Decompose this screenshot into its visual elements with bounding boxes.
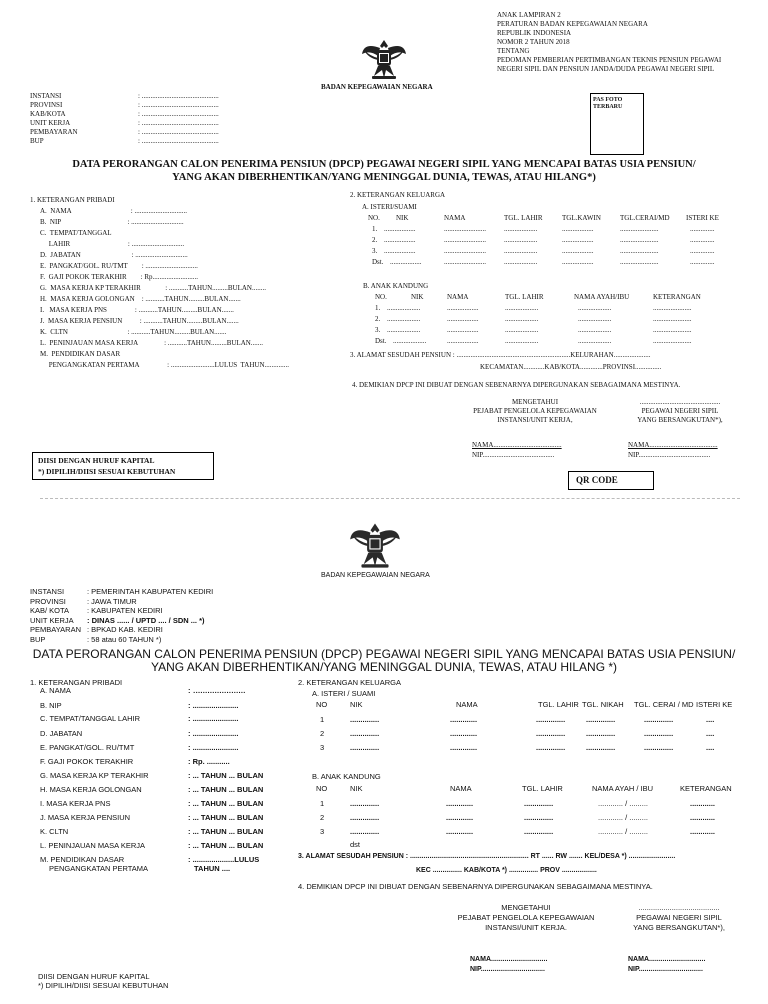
table-cell[interactable]: .............. xyxy=(586,743,616,752)
spouse-table xyxy=(300,700,740,756)
field-label: UNIT KERJA xyxy=(30,615,74,625)
personal-line: 1. KETERANGAN PRIBADI xyxy=(30,196,115,204)
table-cell[interactable]: .............. xyxy=(644,715,674,724)
col-header: TGL. LAHIR xyxy=(522,784,563,793)
field-value[interactable]: : BPKAD KAB. KEDIRI xyxy=(87,625,163,634)
field-value[interactable]: : ............................................ xyxy=(138,110,219,118)
personal-value[interactable]: : ....................LULUS xyxy=(188,855,260,864)
table-cell[interactable]: ................... xyxy=(578,304,612,312)
table-cell[interactable]: .............. xyxy=(644,743,674,752)
table-cell[interactable]: ............ / ......... xyxy=(598,827,649,836)
note-text xyxy=(33,453,213,479)
signer-name[interactable]: NAMA............................. xyxy=(628,956,706,963)
table-cell[interactable]: .............. xyxy=(536,743,566,752)
personal-value[interactable]: : ...................... xyxy=(188,701,239,710)
table-cell[interactable]: ................... xyxy=(505,326,539,334)
col-header: ISTERI KE xyxy=(686,214,719,222)
table-cell[interactable]: .... xyxy=(706,729,715,738)
table-cell: 2. xyxy=(375,315,381,323)
table-cell: 3 xyxy=(320,743,325,752)
note xyxy=(38,972,168,990)
table-cell[interactable]: ................... xyxy=(504,247,538,255)
table-cell[interactable]: ...................... xyxy=(653,304,692,312)
table-cell[interactable]: .................. xyxy=(562,236,594,244)
garuda-emblem-icon xyxy=(360,36,408,82)
signature-line: ....................................... xyxy=(638,903,720,912)
col-header: NAMA xyxy=(447,293,469,301)
table-cell[interactable]: ................... xyxy=(578,337,612,345)
table-cell[interactable]: .............. xyxy=(586,729,616,738)
field-value[interactable]: : ............................................ xyxy=(138,119,219,127)
col-header: KETERANGAN xyxy=(653,293,701,301)
table-cell[interactable]: ...................... xyxy=(653,326,692,334)
table-cell[interactable]: .................. xyxy=(447,337,479,345)
personal-title: 1. KETERANGAN PRIBADI xyxy=(30,678,123,687)
table-cell[interactable]: .................. xyxy=(562,225,594,233)
signature-line: PEGAWAI NEGERI SIPIL xyxy=(641,407,719,415)
signature-right xyxy=(620,398,740,425)
col-header: NIK xyxy=(411,293,424,301)
field-value[interactable]: : JAWA TIMUR xyxy=(87,596,137,606)
personal-line: F. GAJI POKOK TERAKHIR : Rp.......................... xyxy=(40,273,198,281)
spouse-table xyxy=(368,214,738,270)
table-cell[interactable]: ...................... xyxy=(620,258,659,266)
personal-line: PENGANGKATAN PERTAMA : .........................LULUS TAHUN.............. xyxy=(40,361,289,369)
personal-line: A. NAMA : .............................. xyxy=(40,207,188,215)
table-cell[interactable]: ............. xyxy=(450,729,478,738)
personal-label: J. MASA KERJA PENSIUN xyxy=(40,813,131,822)
table-cell[interactable]: .................. xyxy=(447,315,479,323)
col-header: KETERANGAN xyxy=(680,784,732,793)
col-header: NIK xyxy=(396,214,409,222)
note-box xyxy=(32,452,214,480)
field-label: INSTANSI xyxy=(30,92,62,100)
personal-value[interactable]: : ... TAHUN ... BULAN xyxy=(188,827,264,836)
note-line: DIISI DENGAN HURUF KAPITAL xyxy=(38,456,155,465)
note-line: *) DIPILIH/DIISI SESUAI KEBUTUHAN xyxy=(38,981,169,990)
personal-label: K. CLTN xyxy=(40,827,69,836)
table-cell[interactable]: ........................ xyxy=(444,247,486,255)
table-cell: 3. xyxy=(375,326,381,334)
table-cell[interactable]: ...................... xyxy=(620,247,659,255)
table-cell[interactable]: ................... xyxy=(505,337,539,345)
col-header: NAMA AYAH / IBU xyxy=(592,784,653,793)
personal-line: C. TEMPAT/TANGGAL xyxy=(40,229,112,237)
personal-line: J. MASA KERJA PENSIUN : ...........TAHUN.........BULAN....... xyxy=(40,317,239,325)
col-header: TGL.CERAI/MD xyxy=(620,214,670,222)
personal-label: H. MASA KERJA GOLONGAN xyxy=(40,785,142,794)
personal-label: M. PENDIDIKAN DASAR xyxy=(40,855,125,864)
signer-nip[interactable]: NIP................................. xyxy=(628,966,703,973)
table-cell[interactable]: .............. xyxy=(350,715,380,724)
table-cell[interactable]: ...................... xyxy=(653,315,692,323)
col-header: NO. xyxy=(375,293,387,301)
header-fields xyxy=(30,92,270,146)
address-line[interactable]: KEC ............... KAB/KOTA *) ............... PROV .................. xyxy=(416,867,597,874)
title-line: DATA PERORANGAN CALON PENERIMA PENSIUN (DPCP) PEGAWAI NEGERI SIPIL YANG MENCAPAI BATAS USIA PENSIUN/ xyxy=(72,159,696,170)
signature-line: INSTANSI/UNIT KERJA, xyxy=(497,416,573,424)
table-cell[interactable]: ...................... xyxy=(653,337,692,345)
table-cell[interactable]: .............. xyxy=(350,813,380,822)
signer-name[interactable]: NAMA....................................... xyxy=(472,441,562,449)
signature-line: MENGETAHUI xyxy=(501,903,551,912)
table-cell[interactable]: ............ xyxy=(690,827,716,836)
agency-name: BADAN KEPEGAWAIAN NEGARA xyxy=(321,572,430,579)
table-cell[interactable]: ................... xyxy=(578,315,612,323)
photo-label: PAS FOTO TERBARU xyxy=(593,97,623,110)
field-value[interactable]: : ............................................ xyxy=(138,128,219,136)
family-title: 2. KETERANGAN KELUARGA xyxy=(298,678,401,687)
col-header: ISTERI KE xyxy=(696,700,733,709)
table-cell[interactable]: ............. xyxy=(450,715,478,724)
col-header: NIK xyxy=(350,784,363,793)
table-cell[interactable]: .............. xyxy=(644,729,674,738)
table-cell[interactable]: ............. xyxy=(446,813,474,822)
personal-value[interactable]: : ... TAHUN ... BULAN xyxy=(188,785,264,794)
table-cell[interactable]: .............. xyxy=(586,715,616,724)
appendix-line: PERATURAN BADAN KEPEGAWAIAN NEGARA xyxy=(497,20,648,28)
appendix-line: PEDOMAN PEMBERIAN PERTIMBANGAN TEKNIS PENSIUN PEGAWAI xyxy=(497,56,722,64)
table-cell: 3 xyxy=(320,827,325,836)
col-header: TGL. LAHIR xyxy=(505,293,544,301)
table-cell[interactable]: ...................... xyxy=(620,225,659,233)
signature-line: INSTANSI/UNIT KERJA. xyxy=(485,923,567,932)
personal-line: G. MASA KERJA KP TERAKHIR : ...........TAHUN.........BULAN........ xyxy=(40,284,266,292)
table-cell[interactable]: ........................ xyxy=(444,225,486,233)
appendix-line: NOMOR 2 TAHUN 2018 xyxy=(497,38,570,46)
field-value[interactable]: : ............................................ xyxy=(138,92,219,100)
col-header: NIK xyxy=(350,700,363,709)
appendix-line: TENTANG xyxy=(497,47,530,55)
form-title xyxy=(20,158,748,184)
personal-value[interactable]: : ...................... xyxy=(188,686,246,695)
title-line: DATA PERORANGAN CALON PENERIMA PENSIUN (DPCP) PEGAWAI NEGERI SIPIL YANG MENCAPAI BATAS USIA PENSIUN/ xyxy=(32,647,736,661)
signer-nip[interactable]: NIP......................................... xyxy=(628,451,711,459)
appendix-line: NEGERI SIPIL DAN PENSIUN JANDA/DUDA PEGAWAI NEGERI SIPIL xyxy=(497,65,715,73)
signature-line: PEJABAT PENGELOLA KEPEGAWAIAN xyxy=(473,407,597,415)
col-header: TGL. NIKAH xyxy=(582,700,624,709)
child-table xyxy=(300,784,740,854)
title-line: YANG AKAN DIBERHENTIKAN/YANG MENINGGAL DUNIA, TEWAS, ATAU HILANG*) xyxy=(172,172,596,183)
col-header: TGL. CERAI / MD xyxy=(634,700,694,709)
personal-line: H. MASA KERJA GOLONGAN : ...........TAHUN.........BULAN....... xyxy=(40,295,241,303)
personal-value[interactable]: : ...................... xyxy=(188,743,239,752)
field-label: PEMBAYARAN xyxy=(30,128,78,136)
table-cell[interactable]: .................. xyxy=(447,304,479,312)
signer-name[interactable]: NAMA....................................... xyxy=(628,441,718,449)
personal-value[interactable]: : ... TAHUN ... BULAN xyxy=(188,841,264,850)
table-cell: 2. xyxy=(372,236,378,244)
col-header: NAMA xyxy=(444,214,466,222)
personal-value[interactable]: : ...................... xyxy=(188,714,239,723)
table-cell[interactable]: ............ / ......... xyxy=(598,813,649,822)
table-cell[interactable]: ............ / ......... xyxy=(598,799,649,808)
table-cell[interactable]: .............. xyxy=(350,743,380,752)
table-cell[interactable]: .................. xyxy=(562,258,594,266)
table-cell[interactable]: .............. xyxy=(690,247,715,255)
table-cell[interactable]: ................... xyxy=(393,337,427,345)
personal-label: PENGANGKATAN PERTAMA xyxy=(49,864,149,873)
table-cell: 1 xyxy=(320,715,325,724)
photo-box[interactable] xyxy=(590,93,644,155)
personal-label: F. GAJI POKOK TERAKHIR xyxy=(40,757,134,766)
page-divider xyxy=(40,498,740,500)
table-cell[interactable]: ............. xyxy=(446,827,474,836)
table-cell[interactable]: ................... xyxy=(504,236,538,244)
signature-line: .............................................. xyxy=(639,398,721,406)
table-cell: Dst. xyxy=(372,258,384,266)
table-cell[interactable]: ........................ xyxy=(444,236,486,244)
personal-line: I. MASA KERJA PNS : ...........TAHUN.........BULAN....... xyxy=(40,306,234,314)
table-cell: 1. xyxy=(372,225,378,233)
child-title: B. ANAK KANDUNG xyxy=(363,282,429,290)
personal-line: LAHIR : .............................. xyxy=(40,240,185,248)
personal-value[interactable]: : Rp. ........... xyxy=(188,757,230,766)
qr-label: QR CODE xyxy=(576,475,618,485)
table-cell: 3. xyxy=(372,247,378,255)
signature-line: YANG BERSANGKUTAN*), xyxy=(633,923,725,932)
table-cell[interactable]: .............. xyxy=(690,236,715,244)
field-label: BUP xyxy=(30,137,44,145)
col-header: NAMA xyxy=(450,784,472,793)
note-line: *) DIPILIH/DIISI SESUAI KEBUTUHAN xyxy=(38,467,176,476)
signature-line: PEJABAT PENGELOLA KEPEGAWAIAN xyxy=(457,913,595,922)
appendix-line: ANAK LAMPIRAN 2 xyxy=(497,11,561,19)
field-label: INSTANSI xyxy=(30,587,65,596)
table-cell[interactable]: ........................ xyxy=(444,258,486,266)
qr-code-box xyxy=(568,471,654,490)
table-cell[interactable]: .............. xyxy=(350,729,380,738)
field-value[interactable]: : 58 atau 60 TAHUN *) xyxy=(87,634,162,644)
table-cell[interactable]: .............. xyxy=(690,258,715,266)
child-table xyxy=(375,293,735,349)
personal-value[interactable]: : ... TAHUN ... BULAN xyxy=(188,813,264,822)
table-cell[interactable]: ............. xyxy=(450,743,478,752)
table-cell[interactable]: ................... xyxy=(387,304,421,312)
personal-line: L. PENINJAUAN MASA KERJA : ...........TAHUN.........BULAN....... xyxy=(40,339,264,347)
field-label: KAB/ KOTA xyxy=(30,606,70,615)
table-cell[interactable]: .................. xyxy=(390,258,422,266)
signer-nip[interactable]: NIP................................. xyxy=(470,966,545,973)
personal-label: C. TEMPAT/TANGGAL LAHIR xyxy=(40,714,141,723)
address-line[interactable]: 3. ALAMAT SESUDAH PENSIUN : .................................................................KELURAHAN..................... xyxy=(350,351,651,359)
field-label: UNIT KERJA xyxy=(30,119,71,127)
table-cell: 1 xyxy=(320,799,325,808)
field-value[interactable]: : ............................................ xyxy=(138,101,219,109)
personal-line: D. JABATAN : .............................. xyxy=(40,251,188,259)
personal-label: E. PANGKAT/GOL. RU/TMT xyxy=(40,743,135,752)
spouse-title: A. ISTERI/SUAMI xyxy=(362,203,417,211)
table-cell[interactable]: ................... xyxy=(387,326,421,334)
signature-left xyxy=(440,398,630,425)
table-cell[interactable]: ................... xyxy=(505,315,539,323)
col-header: NO xyxy=(316,700,328,709)
personal-line: M. PENDIDIKAN DASAR xyxy=(40,350,121,358)
signer-name[interactable]: NAMA............................. xyxy=(470,956,548,963)
child-title: B. ANAK KANDUNG xyxy=(312,772,381,781)
personal-line: K. CLTN : ...........TAHUN.........BULAN....... xyxy=(40,328,227,336)
signature-line: YANG BERSANGKUTAN*), xyxy=(637,416,723,424)
table-cell[interactable]: .............. xyxy=(350,827,380,836)
table-cell[interactable]: .............. xyxy=(350,799,380,808)
field-label: PROVINSI xyxy=(30,101,63,109)
signer-nip[interactable]: NIP......................................... xyxy=(472,451,555,459)
personal-label: I. MASA KERJA PNS xyxy=(40,799,111,808)
table-cell[interactable]: .............. xyxy=(690,225,715,233)
col-header: TGL. LAHIR xyxy=(538,700,579,709)
table-cell[interactable]: ................... xyxy=(505,304,539,312)
table-cell[interactable]: .................. xyxy=(562,247,594,255)
field-value[interactable]: : DINAS ...... / UPTD .... / SDN ... *) xyxy=(87,615,205,625)
agency-name: BADAN KEPEGAWAIAN NEGARA xyxy=(321,83,433,91)
table-cell: 2 xyxy=(320,729,325,738)
table-cell: 2 xyxy=(320,813,325,822)
table-cell[interactable]: ............ xyxy=(690,799,716,808)
signature-left xyxy=(436,903,616,933)
table-cell: Dst. xyxy=(375,337,387,345)
title-line: YANG AKAN DIBERHENTIKAN/YANG MENINGGAL DUNIA, TEWAS, ATAU HILANG *) xyxy=(150,660,618,674)
col-header: TGL.KAWIN xyxy=(562,214,601,222)
table-cell[interactable]: ................... xyxy=(504,225,538,233)
personal-label: B. NIP xyxy=(40,701,62,710)
address-line[interactable]: 3. ALAMAT SESUDAH PENSIUN : ............................................................. RT ...... RW ....... KEL/DESA *) ........................ xyxy=(298,853,676,860)
table-cell[interactable]: ................... xyxy=(504,258,538,266)
table-cell: 1. xyxy=(375,304,381,312)
family-title: 2. KETERANGAN KELUARGA xyxy=(350,191,446,199)
appendix-line: REPUBLIK INDONESIA xyxy=(497,29,572,37)
field-label: KAB/KOTA xyxy=(30,110,66,118)
table-cell[interactable]: .................. xyxy=(384,225,416,233)
appendix-block xyxy=(497,11,721,74)
table-cell[interactable]: .............. xyxy=(536,729,566,738)
table-cell[interactable]: ............. xyxy=(446,799,474,808)
personal-value[interactable]: : ... TAHUN ... BULAN xyxy=(188,771,264,780)
field-value[interactable]: : KABUPATEN KEDIRI xyxy=(87,606,163,615)
declaration: 4. DEMIKIAN DPCP INI DIBUAT DENGAN SEBENARNYA DIPERGUNAKAN SEBAGAIMANA MESTINYA. xyxy=(298,882,653,891)
table-cell[interactable]: ................... xyxy=(387,315,421,323)
field-value[interactable]: : PEMERINTAH KABUPATEN KEDIRI xyxy=(87,587,214,596)
table-cell[interactable]: ............ xyxy=(690,813,716,822)
table-cell[interactable]: .... xyxy=(706,743,715,752)
personal-info-section xyxy=(30,196,289,372)
table-cell[interactable]: .............. xyxy=(524,827,554,836)
signature-line: PEGAWAI NEGERI SIPIL xyxy=(636,913,722,922)
table-cell[interactable]: ................... xyxy=(578,326,612,334)
col-header: NAMA AYAH/IBU xyxy=(574,293,630,301)
header-fields xyxy=(30,587,330,644)
signature-right xyxy=(614,903,744,933)
personal-value[interactable]: : ... TAHUN ... BULAN xyxy=(188,799,264,808)
table-cell[interactable]: .............. xyxy=(524,813,554,822)
personal-label: G. MASA KERJA KP TERAKHIR xyxy=(40,771,149,780)
table-cell[interactable]: .............. xyxy=(524,799,554,808)
table-cell[interactable]: .................. xyxy=(384,236,416,244)
note-line: DIISI DENGAN HURUF KAPITAL xyxy=(38,972,150,981)
declaration: 4. DEMIKIAN DPCP INI DIBUAT DENGAN SEBENARNYA DIPERGUNAKAN SEBAGAIMANA MESTINYA. xyxy=(352,381,681,389)
col-header: TGL. LAHIR xyxy=(504,214,543,222)
col-header: NO. xyxy=(368,214,380,222)
spouse-title: A. ISTERI / SUAMI xyxy=(312,689,376,698)
table-cell[interactable]: .... xyxy=(706,715,715,724)
personal-label: D. JABATAN xyxy=(40,729,83,738)
personal-line: B. NIP : .............................. xyxy=(40,218,184,226)
personal-label: A. NAMA xyxy=(40,686,71,695)
form-title xyxy=(20,648,748,674)
col-header: NAMA xyxy=(456,700,478,709)
personal-value[interactable]: TAHUN .... xyxy=(194,864,231,873)
address-line[interactable]: KECAMATAN............KAB/KOTA.............PROVINSI............... xyxy=(480,363,662,371)
field-label: PEMBAYARAN xyxy=(30,625,81,634)
garuda-emblem-icon xyxy=(346,519,404,571)
table-cell[interactable]: .................. xyxy=(447,326,479,334)
signature-line: MENGETAHUI xyxy=(511,398,559,406)
personal-line: E. PANGKAT/GOL. RU/TMT : .............................. xyxy=(40,262,198,270)
table-cell[interactable]: ...................... xyxy=(620,236,659,244)
table-cell[interactable]: .............. xyxy=(536,715,566,724)
table-cell[interactable]: .................. xyxy=(384,247,416,255)
col-header: NO xyxy=(316,784,328,793)
field-label: PROVINSI xyxy=(30,596,66,606)
personal-value[interactable]: : ...................... xyxy=(188,729,239,738)
field-label: BUP xyxy=(30,634,46,644)
field-value[interactable]: : ............................................ xyxy=(138,137,219,145)
table-more: dst xyxy=(350,840,361,849)
personal-label: L. PENINJAUAN MASA KERJA xyxy=(40,841,146,850)
